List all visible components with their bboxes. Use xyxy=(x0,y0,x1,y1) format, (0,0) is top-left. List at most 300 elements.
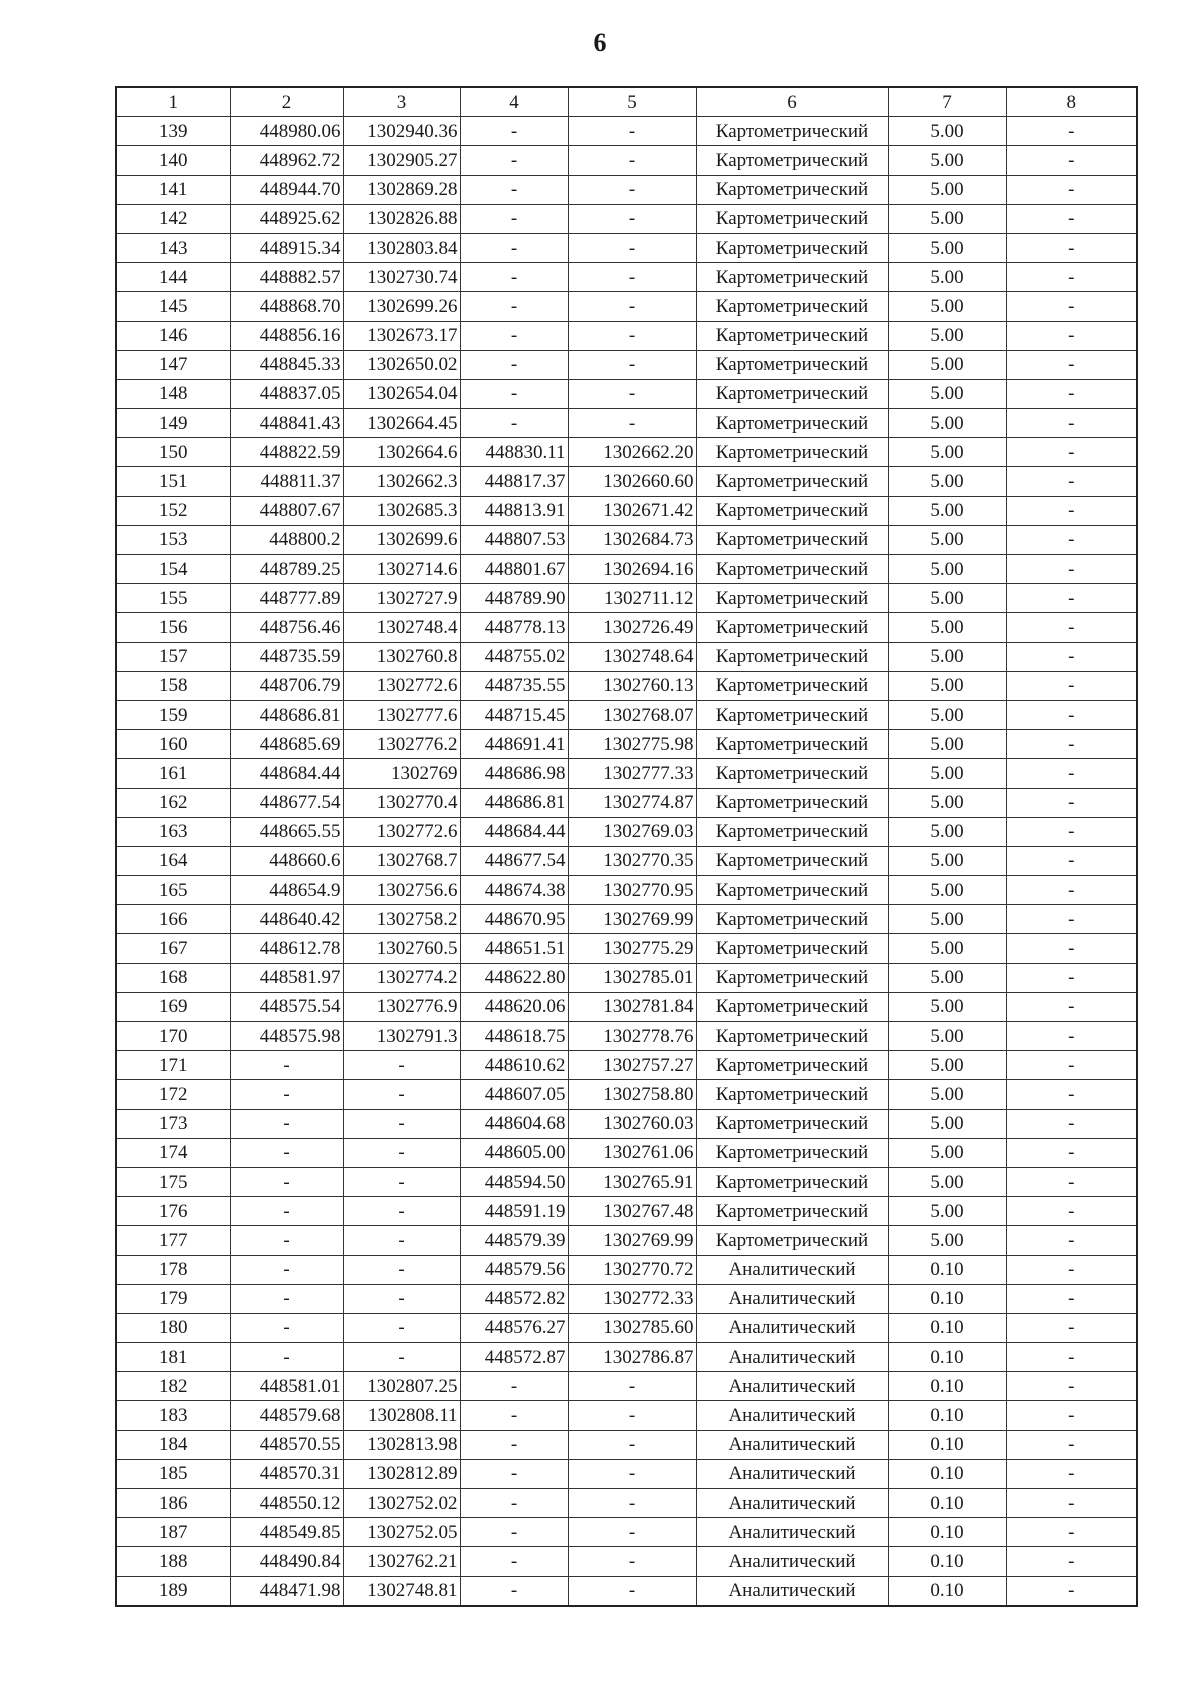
table-row xyxy=(116,934,1137,963)
cell-x-old: - xyxy=(230,1313,343,1342)
cell-y-old: - xyxy=(343,1138,460,1167)
cell-x-old: 448640.42 xyxy=(230,905,343,934)
cell-accuracy: 5.00 xyxy=(888,934,1006,963)
cell-x-new: 448789.90 xyxy=(460,584,568,613)
cell-accuracy: 5.00 xyxy=(888,788,1006,817)
cell-method: Картометрический xyxy=(696,175,888,204)
cell-x-old: 448660.6 xyxy=(230,846,343,875)
table-row xyxy=(116,1197,1137,1226)
cell-y-old: - xyxy=(343,1255,460,1284)
cell-x-old: 448581.97 xyxy=(230,963,343,992)
cell-y-old: 1302650.02 xyxy=(343,350,460,379)
cell-y-new: 1302662.20 xyxy=(568,438,696,467)
table-row xyxy=(116,409,1137,438)
cell-accuracy: 0.10 xyxy=(888,1372,1006,1401)
cell-x-old: - xyxy=(230,1284,343,1313)
cell-note: - xyxy=(1006,584,1137,613)
table-row xyxy=(116,1313,1137,1342)
cell-y-new: - xyxy=(568,1489,696,1518)
cell-accuracy: 5.00 xyxy=(888,905,1006,934)
cell-x-old: - xyxy=(230,1109,343,1138)
cell-x-old: - xyxy=(230,1226,343,1255)
cell-note: - xyxy=(1006,438,1137,467)
cell-method: Аналитический xyxy=(696,1313,888,1342)
cell-point-number: 176 xyxy=(116,1197,230,1226)
cell-x-old: 448685.69 xyxy=(230,730,343,759)
cell-y-new: 1302769.99 xyxy=(568,905,696,934)
cell-x-old: 448575.98 xyxy=(230,1022,343,1051)
table-row xyxy=(116,1109,1137,1138)
cell-y-old: 1302812.89 xyxy=(343,1459,460,1488)
cell-x-old: 448684.44 xyxy=(230,759,343,788)
table-row xyxy=(116,1489,1137,1518)
cell-accuracy: 5.00 xyxy=(888,321,1006,350)
cell-method: Картометрический xyxy=(696,379,888,408)
cell-accuracy: 0.10 xyxy=(888,1401,1006,1430)
cell-x-new: - xyxy=(460,321,568,350)
table-row xyxy=(116,876,1137,905)
cell-note: - xyxy=(1006,1226,1137,1255)
cell-accuracy: 5.00 xyxy=(888,992,1006,1021)
cell-point-number: 151 xyxy=(116,467,230,496)
cell-y-old: 1302813.98 xyxy=(343,1430,460,1459)
cell-y-new: 1302774.87 xyxy=(568,788,696,817)
cell-note: - xyxy=(1006,730,1137,759)
page-number: 6 xyxy=(593,28,607,57)
cell-x-old: - xyxy=(230,1080,343,1109)
cell-note: - xyxy=(1006,1547,1137,1576)
cell-note: - xyxy=(1006,1051,1137,1080)
cell-x-new: 448674.38 xyxy=(460,876,568,905)
cell-accuracy: 5.00 xyxy=(888,1051,1006,1080)
cell-note: - xyxy=(1006,1167,1137,1196)
table-body xyxy=(116,117,1137,1606)
cell-x-old: 448549.85 xyxy=(230,1518,343,1547)
cell-point-number: 154 xyxy=(116,555,230,584)
cell-y-old: 1302905.27 xyxy=(343,146,460,175)
cell-method: Картометрический xyxy=(696,525,888,554)
cell-y-old: 1302762.21 xyxy=(343,1547,460,1576)
cell-y-new: 1302757.27 xyxy=(568,1051,696,1080)
cell-x-new: - xyxy=(460,146,568,175)
cell-method: Картометрический xyxy=(696,146,888,175)
cell-x-new: - xyxy=(460,1518,568,1547)
cell-x-old: 448944.70 xyxy=(230,175,343,204)
cell-x-old: - xyxy=(230,1051,343,1080)
cell-y-new: 1302778.76 xyxy=(568,1022,696,1051)
cell-accuracy: 5.00 xyxy=(888,467,1006,496)
cell-point-number: 150 xyxy=(116,438,230,467)
cell-method: Картометрический xyxy=(696,321,888,350)
cell-x-new: - xyxy=(460,233,568,262)
cell-x-old: 448706.79 xyxy=(230,671,343,700)
cell-note: - xyxy=(1006,204,1137,233)
table-row xyxy=(116,1518,1137,1547)
cell-method: Аналитический xyxy=(696,1576,888,1606)
cell-accuracy: 0.10 xyxy=(888,1518,1006,1547)
cell-method: Аналитический xyxy=(696,1547,888,1576)
cell-y-new: 1302785.60 xyxy=(568,1313,696,1342)
cell-point-number: 145 xyxy=(116,292,230,321)
cell-y-old: 1302776.2 xyxy=(343,730,460,759)
table-row xyxy=(116,263,1137,292)
cell-point-number: 164 xyxy=(116,846,230,875)
cell-y-new: - xyxy=(568,1518,696,1547)
cell-y-old: 1302758.2 xyxy=(343,905,460,934)
cell-point-number: 157 xyxy=(116,642,230,671)
table-row xyxy=(116,525,1137,554)
cell-y-new: 1302769.99 xyxy=(568,1226,696,1255)
cell-note: - xyxy=(1006,759,1137,788)
cell-point-number: 160 xyxy=(116,730,230,759)
column-header-5: 5 xyxy=(568,87,696,117)
cell-method: Картометрический xyxy=(696,204,888,233)
table-row xyxy=(116,350,1137,379)
cell-note: - xyxy=(1006,292,1137,321)
cell-accuracy: 0.10 xyxy=(888,1255,1006,1284)
table-row xyxy=(116,730,1137,759)
cell-method: Картометрический xyxy=(696,876,888,905)
cell-x-new: 448579.39 xyxy=(460,1226,568,1255)
cell-x-new: - xyxy=(460,1576,568,1606)
cell-x-old: 448570.55 xyxy=(230,1430,343,1459)
cell-y-new: 1302770.72 xyxy=(568,1255,696,1284)
cell-x-new: - xyxy=(460,1401,568,1430)
cell-x-old: 448962.72 xyxy=(230,146,343,175)
cell-y-new: 1302726.49 xyxy=(568,613,696,642)
cell-y-old: 1302826.88 xyxy=(343,204,460,233)
cell-y-new: 1302775.98 xyxy=(568,730,696,759)
cell-accuracy: 5.00 xyxy=(888,1197,1006,1226)
cell-point-number: 147 xyxy=(116,350,230,379)
cell-x-old: - xyxy=(230,1197,343,1226)
cell-x-new: 448677.54 xyxy=(460,846,568,875)
cell-x-old: 448490.84 xyxy=(230,1547,343,1576)
cell-x-old: 448654.9 xyxy=(230,876,343,905)
header-row xyxy=(116,87,1137,117)
cell-note: - xyxy=(1006,263,1137,292)
cell-y-old: - xyxy=(343,1284,460,1313)
cell-method: Картометрический xyxy=(696,963,888,992)
cell-point-number: 142 xyxy=(116,204,230,233)
cell-point-number: 148 xyxy=(116,379,230,408)
cell-x-new: 448801.67 xyxy=(460,555,568,584)
table-row xyxy=(116,613,1137,642)
cell-note: - xyxy=(1006,350,1137,379)
cell-x-old: - xyxy=(230,1255,343,1284)
cell-note: - xyxy=(1006,992,1137,1021)
cell-x-old: - xyxy=(230,1167,343,1196)
cell-x-old: 448789.25 xyxy=(230,555,343,584)
cell-y-old: 1302770.4 xyxy=(343,788,460,817)
cell-x-old: 448550.12 xyxy=(230,1489,343,1518)
cell-y-old: 1302654.04 xyxy=(343,379,460,408)
cell-accuracy: 5.00 xyxy=(888,555,1006,584)
cell-method: Картометрический xyxy=(696,817,888,846)
cell-method: Картометрический xyxy=(696,409,888,438)
cell-y-new: - xyxy=(568,1401,696,1430)
table-row xyxy=(116,788,1137,817)
cell-x-new: 448778.13 xyxy=(460,613,568,642)
cell-x-new: 448622.80 xyxy=(460,963,568,992)
cell-point-number: 169 xyxy=(116,992,230,1021)
cell-point-number: 161 xyxy=(116,759,230,788)
cell-x-new: 448607.05 xyxy=(460,1080,568,1109)
cell-method: Картометрический xyxy=(696,1167,888,1196)
cell-y-old: 1302752.02 xyxy=(343,1489,460,1518)
cell-x-old: 448777.89 xyxy=(230,584,343,613)
cell-y-new: - xyxy=(568,263,696,292)
cell-y-new: 1302785.01 xyxy=(568,963,696,992)
cell-x-new: 448620.06 xyxy=(460,992,568,1021)
cell-y-old: - xyxy=(343,1080,460,1109)
cell-y-old: 1302748.4 xyxy=(343,613,460,642)
cell-point-number: 149 xyxy=(116,409,230,438)
cell-point-number: 155 xyxy=(116,584,230,613)
cell-point-number: 185 xyxy=(116,1459,230,1488)
cell-method: Аналитический xyxy=(696,1518,888,1547)
cell-accuracy: 5.00 xyxy=(888,496,1006,525)
cell-accuracy: 5.00 xyxy=(888,671,1006,700)
cell-x-old: 448575.54 xyxy=(230,992,343,1021)
cell-accuracy: 5.00 xyxy=(888,438,1006,467)
cell-x-new: 448610.62 xyxy=(460,1051,568,1080)
cell-method: Картометрический xyxy=(696,1197,888,1226)
table-row xyxy=(116,321,1137,350)
cell-note: - xyxy=(1006,467,1137,496)
cell-x-new: - xyxy=(460,350,568,379)
cell-y-new: - xyxy=(568,321,696,350)
cell-note: - xyxy=(1006,1518,1137,1547)
coordinates-table xyxy=(115,86,1138,1607)
cell-accuracy: 5.00 xyxy=(888,876,1006,905)
table-row xyxy=(116,1167,1137,1196)
cell-x-new: 448670.95 xyxy=(460,905,568,934)
cell-y-old: - xyxy=(343,1226,460,1255)
column-header-6: 6 xyxy=(696,87,888,117)
cell-note: - xyxy=(1006,613,1137,642)
cell-x-new: - xyxy=(460,1489,568,1518)
cell-accuracy: 5.00 xyxy=(888,146,1006,175)
cell-x-new: - xyxy=(460,1430,568,1459)
table-row xyxy=(116,759,1137,788)
cell-note: - xyxy=(1006,117,1137,146)
cell-method: Картометрический xyxy=(696,671,888,700)
table-row xyxy=(116,175,1137,204)
cell-y-new: - xyxy=(568,204,696,233)
cell-accuracy: 5.00 xyxy=(888,409,1006,438)
cell-method: Аналитический xyxy=(696,1459,888,1488)
column-header-4: 4 xyxy=(460,87,568,117)
cell-accuracy: 5.00 xyxy=(888,292,1006,321)
cell-accuracy: 5.00 xyxy=(888,846,1006,875)
table-row xyxy=(116,292,1137,321)
cell-x-old: 448856.16 xyxy=(230,321,343,350)
cell-y-new: - xyxy=(568,292,696,321)
cell-y-old: 1302772.6 xyxy=(343,671,460,700)
cell-note: - xyxy=(1006,1080,1137,1109)
cell-method: Аналитический xyxy=(696,1343,888,1372)
cell-note: - xyxy=(1006,496,1137,525)
column-header-7: 7 xyxy=(888,87,1006,117)
cell-point-number: 175 xyxy=(116,1167,230,1196)
cell-accuracy: 5.00 xyxy=(888,204,1006,233)
cell-y-new: 1302761.06 xyxy=(568,1138,696,1167)
cell-accuracy: 5.00 xyxy=(888,379,1006,408)
cell-note: - xyxy=(1006,321,1137,350)
table-row xyxy=(116,905,1137,934)
cell-x-new: - xyxy=(460,263,568,292)
cell-accuracy: 5.00 xyxy=(888,350,1006,379)
cell-point-number: 172 xyxy=(116,1080,230,1109)
cell-accuracy: 5.00 xyxy=(888,642,1006,671)
cell-y-old: - xyxy=(343,1109,460,1138)
cell-point-number: 186 xyxy=(116,1489,230,1518)
cell-method: Картометрический xyxy=(696,934,888,963)
cell-note: - xyxy=(1006,963,1137,992)
cell-accuracy: 5.00 xyxy=(888,1138,1006,1167)
cell-point-number: 166 xyxy=(116,905,230,934)
cell-accuracy: 5.00 xyxy=(888,175,1006,204)
cell-y-old: 1302748.81 xyxy=(343,1576,460,1606)
cell-x-old: 448807.67 xyxy=(230,496,343,525)
cell-y-old: 1302756.6 xyxy=(343,876,460,905)
cell-method: Картометрический xyxy=(696,263,888,292)
cell-x-old: 448925.62 xyxy=(230,204,343,233)
cell-method: Картометрический xyxy=(696,730,888,759)
table-row xyxy=(116,1547,1137,1576)
cell-y-new: - xyxy=(568,379,696,408)
cell-point-number: 159 xyxy=(116,700,230,729)
cell-x-new: 448817.37 xyxy=(460,467,568,496)
cell-y-new: - xyxy=(568,233,696,262)
cell-y-new: 1302671.42 xyxy=(568,496,696,525)
cell-y-new: - xyxy=(568,117,696,146)
cell-y-old: - xyxy=(343,1051,460,1080)
cell-method: Картометрический xyxy=(696,1080,888,1109)
cell-y-old: 1302727.9 xyxy=(343,584,460,613)
cell-method: Картометрический xyxy=(696,1226,888,1255)
cell-x-old: 448845.33 xyxy=(230,350,343,379)
cell-method: Картометрический xyxy=(696,1109,888,1138)
cell-x-new: 448755.02 xyxy=(460,642,568,671)
cell-note: - xyxy=(1006,817,1137,846)
cell-x-old: - xyxy=(230,1343,343,1372)
cell-x-old: 448822.59 xyxy=(230,438,343,467)
cell-point-number: 182 xyxy=(116,1372,230,1401)
table-row xyxy=(116,1255,1137,1284)
cell-method: Картометрический xyxy=(696,613,888,642)
cell-accuracy: 5.00 xyxy=(888,117,1006,146)
cell-y-new: 1302786.87 xyxy=(568,1343,696,1372)
cell-y-new: 1302684.73 xyxy=(568,525,696,554)
cell-note: - xyxy=(1006,1109,1137,1138)
cell-point-number: 162 xyxy=(116,788,230,817)
cell-point-number: 177 xyxy=(116,1226,230,1255)
cell-x-new: 448572.82 xyxy=(460,1284,568,1313)
cell-accuracy: 5.00 xyxy=(888,730,1006,759)
cell-y-old: 1302760.8 xyxy=(343,642,460,671)
cell-method: Картометрический xyxy=(696,642,888,671)
cell-method: Картометрический xyxy=(696,117,888,146)
table-row xyxy=(116,1022,1137,1051)
cell-x-new: 448651.51 xyxy=(460,934,568,963)
cell-accuracy: 5.00 xyxy=(888,1109,1006,1138)
cell-x-old: 448980.06 xyxy=(230,117,343,146)
cell-y-old: 1302940.36 xyxy=(343,117,460,146)
cell-note: - xyxy=(1006,1489,1137,1518)
cell-x-new: 448572.87 xyxy=(460,1343,568,1372)
cell-method: Аналитический xyxy=(696,1489,888,1518)
cell-method: Картометрический xyxy=(696,496,888,525)
cell-accuracy: 5.00 xyxy=(888,963,1006,992)
cell-method: Аналитический xyxy=(696,1255,888,1284)
table-row xyxy=(116,1138,1137,1167)
cell-x-new: - xyxy=(460,409,568,438)
cell-point-number: 187 xyxy=(116,1518,230,1547)
cell-note: - xyxy=(1006,1430,1137,1459)
table-row xyxy=(116,1401,1137,1430)
cell-point-number: 140 xyxy=(116,146,230,175)
table-row xyxy=(116,1459,1137,1488)
cell-point-number: 163 xyxy=(116,817,230,846)
cell-y-old: - xyxy=(343,1343,460,1372)
cell-note: - xyxy=(1006,1138,1137,1167)
cell-x-new: 448594.50 xyxy=(460,1167,568,1196)
table-row xyxy=(116,204,1137,233)
cell-x-new: - xyxy=(460,1459,568,1488)
cell-note: - xyxy=(1006,146,1137,175)
cell-point-number: 180 xyxy=(116,1313,230,1342)
cell-note: - xyxy=(1006,1576,1137,1606)
cell-point-number: 183 xyxy=(116,1401,230,1430)
cell-x-new: 448807.53 xyxy=(460,525,568,554)
cell-x-new: 448576.27 xyxy=(460,1313,568,1342)
cell-note: - xyxy=(1006,1372,1137,1401)
cell-y-old: 1302685.3 xyxy=(343,496,460,525)
cell-point-number: 144 xyxy=(116,263,230,292)
cell-y-old: 1302673.17 xyxy=(343,321,460,350)
cell-accuracy: 5.00 xyxy=(888,263,1006,292)
cell-y-new: - xyxy=(568,1576,696,1606)
cell-y-new: - xyxy=(568,350,696,379)
table-row xyxy=(116,1080,1137,1109)
cell-y-new: - xyxy=(568,1459,696,1488)
cell-method: Аналитический xyxy=(696,1284,888,1313)
cell-note: - xyxy=(1006,934,1137,963)
cell-y-old: - xyxy=(343,1197,460,1226)
cell-note: - xyxy=(1006,671,1137,700)
cell-accuracy: 5.00 xyxy=(888,1226,1006,1255)
cell-x-old: 448686.81 xyxy=(230,700,343,729)
cell-method: Картометрический xyxy=(696,233,888,262)
cell-x-old: 448570.31 xyxy=(230,1459,343,1488)
cell-note: - xyxy=(1006,1401,1137,1430)
cell-accuracy: 5.00 xyxy=(888,700,1006,729)
cell-accuracy: 5.00 xyxy=(888,817,1006,846)
cell-x-new: 448735.55 xyxy=(460,671,568,700)
table-row xyxy=(116,1343,1137,1372)
cell-note: - xyxy=(1006,555,1137,584)
cell-y-new: 1302781.84 xyxy=(568,992,696,1021)
cell-point-number: 141 xyxy=(116,175,230,204)
cell-x-new: - xyxy=(460,204,568,233)
column-header-3: 3 xyxy=(343,87,460,117)
cell-point-number: 170 xyxy=(116,1022,230,1051)
cell-y-old: 1302699.6 xyxy=(343,525,460,554)
cell-accuracy: 5.00 xyxy=(888,1022,1006,1051)
cell-y-new: 1302760.03 xyxy=(568,1109,696,1138)
